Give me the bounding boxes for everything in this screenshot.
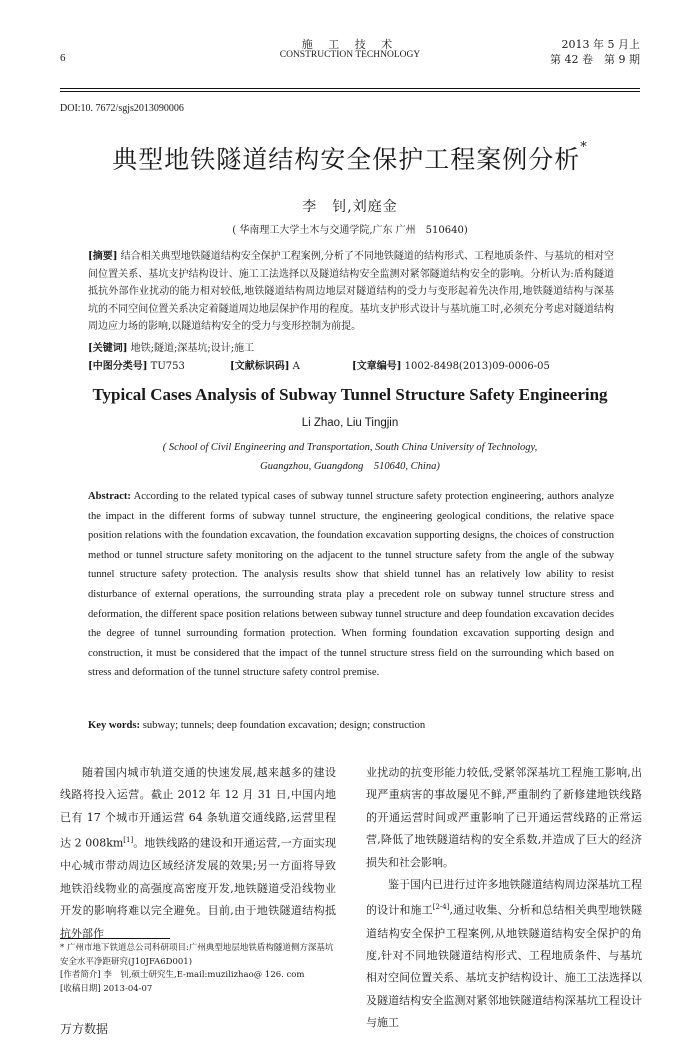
keywords-cn: [88, 339, 614, 354]
footnote-received: [收稿日期] 2013-04-07: [60, 983, 153, 994]
abstract-en: [88, 487, 614, 683]
watermark: 万方数据: [60, 1022, 109, 1036]
body-column-left: [60, 762, 336, 945]
authors-cn: 李 钊,刘庭金: [302, 199, 398, 215]
abstract-cn-label: [摘要]: [88, 251, 118, 262]
affiliation-en-line2: Guangzhou, Guangdong 510640, China): [260, 461, 440, 472]
abstract-en-label: Abstract:: [88, 491, 131, 502]
footnote-rule: [60, 938, 170, 939]
citation-ref: [2-4]: [432, 903, 450, 912]
citation-ref: [1]: [123, 836, 134, 845]
page-number: 6: [60, 52, 66, 64]
title-cn: [0, 140, 700, 176]
keywords-cn-label: [关键词]: [88, 343, 128, 354]
abstract-en-text: According to the related typical cases of subway tunnel structure safety protection engineering, authors analyze the impact in the different forms of subway tunnel structure, the engineering geological conditions, the relative space position relations with the foundation excavation, the foundation excavation supporting designs, the choices of construction method or tunnel structure safety monitoring on the adjacent to the tunnel structure safety from the angle of the subway tunnel structure safety protection. The analysis results show that shield tunnel has an relatively low ability to resist disturbance of external operations, the surrounding strata play a precedent role on subway tunnel structure stress and deformation, the different space position relations between subway tunnel structure and deep foundation excavation decides the degree of tunnel surrounding formation protection. When forming foundation excavation supporting design and construction, it must be considered that the impact of the tunnel structure stress field on the surrounding which based on stress and deformation of the tunnel structure safety control premise.: [88, 491, 614, 679]
abstract-cn-text: 结合相关典型地铁隧道结构安全保护工程案例,分析了不同地铁隧道的结构形式、工程地质条件、与基坑的相对空间位置关系、基坑支护结构设计、施工工法选择以及隧道结构安全监测对紧邻隧道结构安全的影响。分析认为:盾构隧道抵抗外部作业扰动的能力相对较低,地铁隧道结构周边地层对隧道结构的受力与变形起着先决作用,地铁隧道结构与深基坑的不同空间位置关系决定着隧道周边地层保护作用的程度。基坑支护形式设计与基坑施工时,必须充分考虑对隧道结构周边应力场的影响,以隧道结构安全的受力与变形控制为前提。: [88, 251, 614, 333]
body-left-text-a: 随着国内城市轨道交通的快速发展,越来越多的建设线路将投入运营。截止 2012 年 12 月 31 日,中国内地已有 17 个城市开通运营 64 条轨道交通线路,运营里程达 2 008km: [60, 766, 336, 850]
body-column-right: [366, 762, 642, 1032]
doi: DOI:10. 7672/sgjs2013090006: [60, 103, 184, 114]
affiliation-en: [0, 438, 700, 476]
body-paragraph: [366, 874, 642, 1032]
body-paragraph: [60, 762, 336, 945]
footnote-fund: * 广州市地下铁道总公司科研项目:广州典型地层地铁盾构隧道侧方深基坑安全水平净距研究(J10JFA6D001): [60, 943, 334, 967]
issue-date: 2013 年 5 月上: [561, 38, 640, 51]
article-no-value: 1002-8498(2013)09-0006-05: [404, 361, 550, 372]
clc-label: [中图分类号]: [88, 361, 148, 372]
body-left-text-b: 。地铁线路的建设和开通运营,一方面实现中心城市带动周边区域经济发展的效果;另一方面将导致地铁沿线物业的高强度高密度开发,地铁隧道受沿线物业开发的影响将难以完全避免。目前,由于地铁隧道结构抵抗外部作: [60, 836, 336, 940]
title-fund-mark: *: [580, 140, 588, 155]
title-en: Typical Cases Analysis of Subway Tunnel Structure Safety Engineering: [92, 385, 608, 404]
authors-en: Li Zhao, Liu Tingjin: [301, 417, 399, 429]
body-paragraph-continued: 业扰动的抗变形能力较低,受紧邻深基坑工程施工影响,出现严重病害的事故屡见不鲜,严重制约了新修建地铁线路的开通运营时间或严重影响了已开通运营线路的正常运营,降低了地铁隧道结构的安全系数,并造成了巨大的经济损失和社会影响。: [366, 766, 642, 869]
affiliation-en-line1: ( School of Civil Engineering and Transportation, South China University of Technology,: [162, 442, 538, 453]
footnote-author: [作者简介] 李 钊,硕士研究生,E-mail:muzilizhao@ 126. com: [60, 970, 305, 980]
header-rule-thick: [60, 88, 640, 89]
doc-code-field: [230, 357, 300, 372]
keywords-en-label: Key words:: [88, 720, 141, 731]
clc-field: [88, 357, 185, 372]
journal-name-cn: 施 工 技 术: [301, 38, 399, 51]
keywords-en: [88, 720, 614, 731]
article-no-field: [352, 357, 550, 372]
clc-value: TU753: [150, 361, 185, 372]
running-header: [60, 36, 640, 76]
article-no-label: [文章编号]: [352, 361, 402, 372]
header-rule-thin: [60, 91, 640, 92]
body-right-text-a: 鉴于国内已进行过许多地铁隧道结构周边深基坑工程的设计和施工: [366, 878, 642, 918]
keywords-en-text: subway; tunnels; deep foundation excavation; design; construction: [142, 720, 426, 731]
abstract-cn: [88, 248, 614, 336]
title-cn-text: 典型地铁隧道结构安全保护工程案例分析: [112, 145, 581, 174]
issue-volume: 第 42 卷 第 9 期: [550, 53, 640, 66]
affiliation-cn: ( 华南理工大学土木与交通学院,广东 广州 510640): [232, 225, 468, 236]
footnotes: [60, 942, 336, 996]
body-right-text-b: ,通过收集、分析和总结相关典型地铁隧道结构安全保护工程案例,从地铁隧道结构安全保护的角度,针对不同地铁隧道结构形式、工程地质条件、与基坑相对空间位置关系、基坑支护结构设计、施工工法选择以及隧道结构安全监测对紧邻地铁隧道结构深基坑工程设计与施工: [366, 904, 642, 1030]
keywords-cn-text: 地铁;隧道;深基坑;设计;施工: [130, 343, 255, 354]
doc-code-label: [文献标识码]: [230, 361, 290, 372]
doc-code-value: A: [292, 361, 300, 372]
journal-name-en: CONSTRUCTION TECHNOLOGY: [279, 50, 421, 60]
